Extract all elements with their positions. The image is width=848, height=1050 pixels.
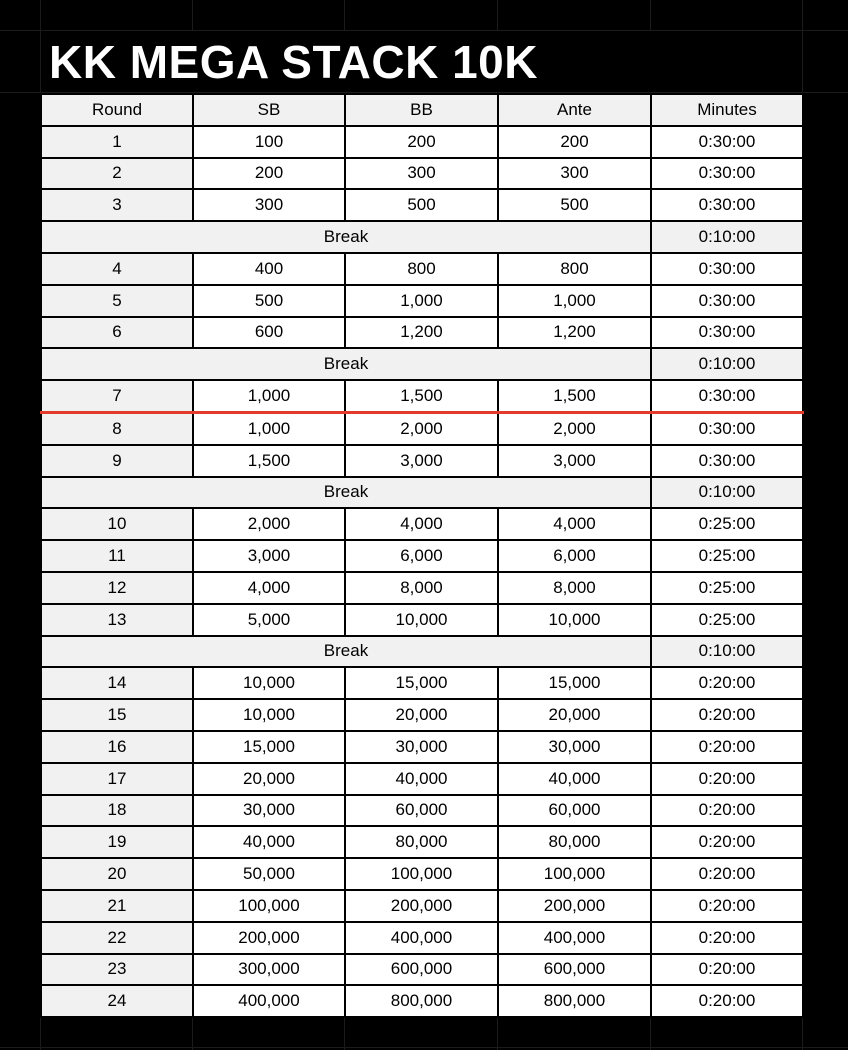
round-cell: 8 (41, 412, 193, 444)
level-row (41, 285, 803, 317)
break-label-cell: Break (41, 636, 651, 668)
bb-cell: 200 (345, 126, 498, 158)
title-cell (41, 31, 801, 92)
sb-cell: 4,000 (193, 572, 345, 604)
break-row (41, 221, 803, 253)
round-cell: 23 (41, 954, 193, 986)
minutes-cell: 0:20:00 (651, 667, 803, 699)
sb-cell: 1,000 (193, 380, 345, 412)
round-cell: 15 (41, 699, 193, 731)
level-row (41, 667, 803, 699)
ante-cell: 200,000 (498, 890, 651, 922)
column-header-bb: BB (345, 94, 498, 126)
break-minutes-cell: 0:10:00 (651, 348, 803, 380)
sb-cell: 40,000 (193, 826, 345, 858)
minutes-cell: 0:20:00 (651, 922, 803, 954)
round-cell: 7 (41, 380, 193, 412)
break-label-cell: Break (41, 477, 651, 509)
ante-cell: 500 (498, 189, 651, 221)
minutes-cell: 0:30:00 (651, 285, 803, 317)
sb-cell: 30,000 (193, 795, 345, 827)
round-cell: 20 (41, 858, 193, 890)
page-title: KK MEGA STACK 10K (49, 35, 538, 88)
sb-cell: 10,000 (193, 699, 345, 731)
column-header-minutes: Minutes (651, 94, 803, 126)
ante-cell: 800,000 (498, 985, 651, 1017)
level-row (41, 954, 803, 986)
round-cell: 19 (41, 826, 193, 858)
break-row (41, 636, 803, 668)
column-header-round: Round (41, 94, 193, 126)
sb-cell: 2,000 (193, 508, 345, 540)
level-row (41, 540, 803, 572)
level-row (41, 604, 803, 636)
ante-cell: 2,000 (498, 412, 651, 444)
level-row (41, 412, 803, 444)
round-cell: 21 (41, 890, 193, 922)
bb-cell: 1,000 (345, 285, 498, 317)
bb-cell: 600,000 (345, 954, 498, 986)
blind-structure-table (40, 93, 804, 1018)
minutes-cell: 0:25:00 (651, 604, 803, 636)
bb-cell: 1,200 (345, 317, 498, 349)
break-minutes-cell: 0:10:00 (651, 221, 803, 253)
sb-cell: 1,500 (193, 445, 345, 477)
level-row (41, 826, 803, 858)
round-cell: 22 (41, 922, 193, 954)
sb-cell: 300 (193, 189, 345, 221)
bb-cell: 8,000 (345, 572, 498, 604)
sb-cell: 100,000 (193, 890, 345, 922)
ante-cell: 10,000 (498, 604, 651, 636)
ante-cell: 8,000 (498, 572, 651, 604)
ante-cell: 200 (498, 126, 651, 158)
sb-cell: 300,000 (193, 954, 345, 986)
level-row (41, 508, 803, 540)
sb-cell: 5,000 (193, 604, 345, 636)
bb-cell: 300 (345, 158, 498, 190)
level-row (41, 126, 803, 158)
ante-cell: 4,000 (498, 508, 651, 540)
minutes-cell: 0:20:00 (651, 826, 803, 858)
round-cell: 2 (41, 158, 193, 190)
round-cell: 14 (41, 667, 193, 699)
round-cell: 18 (41, 795, 193, 827)
minutes-cell: 0:30:00 (651, 158, 803, 190)
break-row (41, 348, 803, 380)
level-row (41, 763, 803, 795)
ante-cell: 600,000 (498, 954, 651, 986)
minutes-cell: 0:30:00 (651, 380, 803, 412)
column-header-ante: Ante (498, 94, 651, 126)
ante-cell: 400,000 (498, 922, 651, 954)
bb-cell: 800,000 (345, 985, 498, 1017)
ante-cell: 800 (498, 253, 651, 285)
ante-cell: 3,000 (498, 445, 651, 477)
sb-cell: 400,000 (193, 985, 345, 1017)
ante-cell: 1,200 (498, 317, 651, 349)
minutes-cell: 0:30:00 (651, 317, 803, 349)
sb-cell: 1,000 (193, 412, 345, 444)
sb-cell: 500 (193, 285, 345, 317)
minutes-cell: 0:30:00 (651, 253, 803, 285)
grid-line (0, 1047, 848, 1048)
bb-cell: 10,000 (345, 604, 498, 636)
sb-cell: 15,000 (193, 731, 345, 763)
break-label-cell: Break (41, 221, 651, 253)
round-cell: 12 (41, 572, 193, 604)
bb-cell: 2,000 (345, 412, 498, 444)
level-row (41, 858, 803, 890)
ante-cell: 100,000 (498, 858, 651, 890)
break-row (41, 477, 803, 509)
sb-cell: 400 (193, 253, 345, 285)
level-row (41, 985, 803, 1017)
ante-cell: 300 (498, 158, 651, 190)
level-row (41, 158, 803, 190)
sb-cell: 20,000 (193, 763, 345, 795)
bb-cell: 15,000 (345, 667, 498, 699)
minutes-cell: 0:20:00 (651, 699, 803, 731)
sb-cell: 600 (193, 317, 345, 349)
round-cell: 3 (41, 189, 193, 221)
ante-cell: 1,500 (498, 380, 651, 412)
minutes-cell: 0:20:00 (651, 858, 803, 890)
bb-cell: 30,000 (345, 731, 498, 763)
round-cell: 13 (41, 604, 193, 636)
minutes-cell: 0:30:00 (651, 189, 803, 221)
round-cell: 16 (41, 731, 193, 763)
bb-cell: 40,000 (345, 763, 498, 795)
level-row (41, 922, 803, 954)
ante-cell: 40,000 (498, 763, 651, 795)
round-cell: 24 (41, 985, 193, 1017)
bb-cell: 200,000 (345, 890, 498, 922)
minutes-cell: 0:30:00 (651, 445, 803, 477)
minutes-cell: 0:30:00 (651, 412, 803, 444)
bb-cell: 6,000 (345, 540, 498, 572)
minutes-cell: 0:25:00 (651, 572, 803, 604)
level-row (41, 445, 803, 477)
bb-cell: 20,000 (345, 699, 498, 731)
round-cell: 10 (41, 508, 193, 540)
round-cell: 5 (41, 285, 193, 317)
minutes-cell: 0:20:00 (651, 731, 803, 763)
level-row (41, 890, 803, 922)
minutes-cell: 0:20:00 (651, 890, 803, 922)
minutes-cell: 0:20:00 (651, 985, 803, 1017)
minutes-cell: 0:25:00 (651, 540, 803, 572)
bb-cell: 1,500 (345, 380, 498, 412)
bb-cell: 500 (345, 189, 498, 221)
round-cell: 6 (41, 317, 193, 349)
ante-cell: 6,000 (498, 540, 651, 572)
bb-cell: 100,000 (345, 858, 498, 890)
ante-cell: 80,000 (498, 826, 651, 858)
sb-cell: 200,000 (193, 922, 345, 954)
minutes-cell: 0:20:00 (651, 954, 803, 986)
ante-cell: 60,000 (498, 795, 651, 827)
round-cell: 1 (41, 126, 193, 158)
ante-cell: 30,000 (498, 731, 651, 763)
sb-cell: 200 (193, 158, 345, 190)
round-cell: 9 (41, 445, 193, 477)
sb-cell: 10,000 (193, 667, 345, 699)
bb-cell: 400,000 (345, 922, 498, 954)
break-minutes-cell: 0:10:00 (651, 477, 803, 509)
header-row (41, 94, 803, 126)
sb-cell: 50,000 (193, 858, 345, 890)
round-cell: 4 (41, 253, 193, 285)
ante-cell: 20,000 (498, 699, 651, 731)
level-row (41, 795, 803, 827)
bb-cell: 3,000 (345, 445, 498, 477)
bb-cell: 60,000 (345, 795, 498, 827)
minutes-cell: 0:20:00 (651, 763, 803, 795)
ante-cell: 15,000 (498, 667, 651, 699)
ante-cell: 1,000 (498, 285, 651, 317)
minutes-cell: 0:20:00 (651, 795, 803, 827)
level-row (41, 380, 803, 412)
level-row (41, 699, 803, 731)
bb-cell: 4,000 (345, 508, 498, 540)
break-label-cell: Break (41, 348, 651, 380)
sb-cell: 100 (193, 126, 345, 158)
sb-cell: 3,000 (193, 540, 345, 572)
bb-cell: 800 (345, 253, 498, 285)
round-cell: 17 (41, 763, 193, 795)
level-row (41, 317, 803, 349)
level-row (41, 189, 803, 221)
level-row (41, 572, 803, 604)
round-cell: 11 (41, 540, 193, 572)
level-row (41, 731, 803, 763)
minutes-cell: 0:25:00 (651, 508, 803, 540)
break-minutes-cell: 0:10:00 (651, 636, 803, 668)
level-row (41, 253, 803, 285)
column-header-sb: SB (193, 94, 345, 126)
minutes-cell: 0:30:00 (651, 126, 803, 158)
bb-cell: 80,000 (345, 826, 498, 858)
